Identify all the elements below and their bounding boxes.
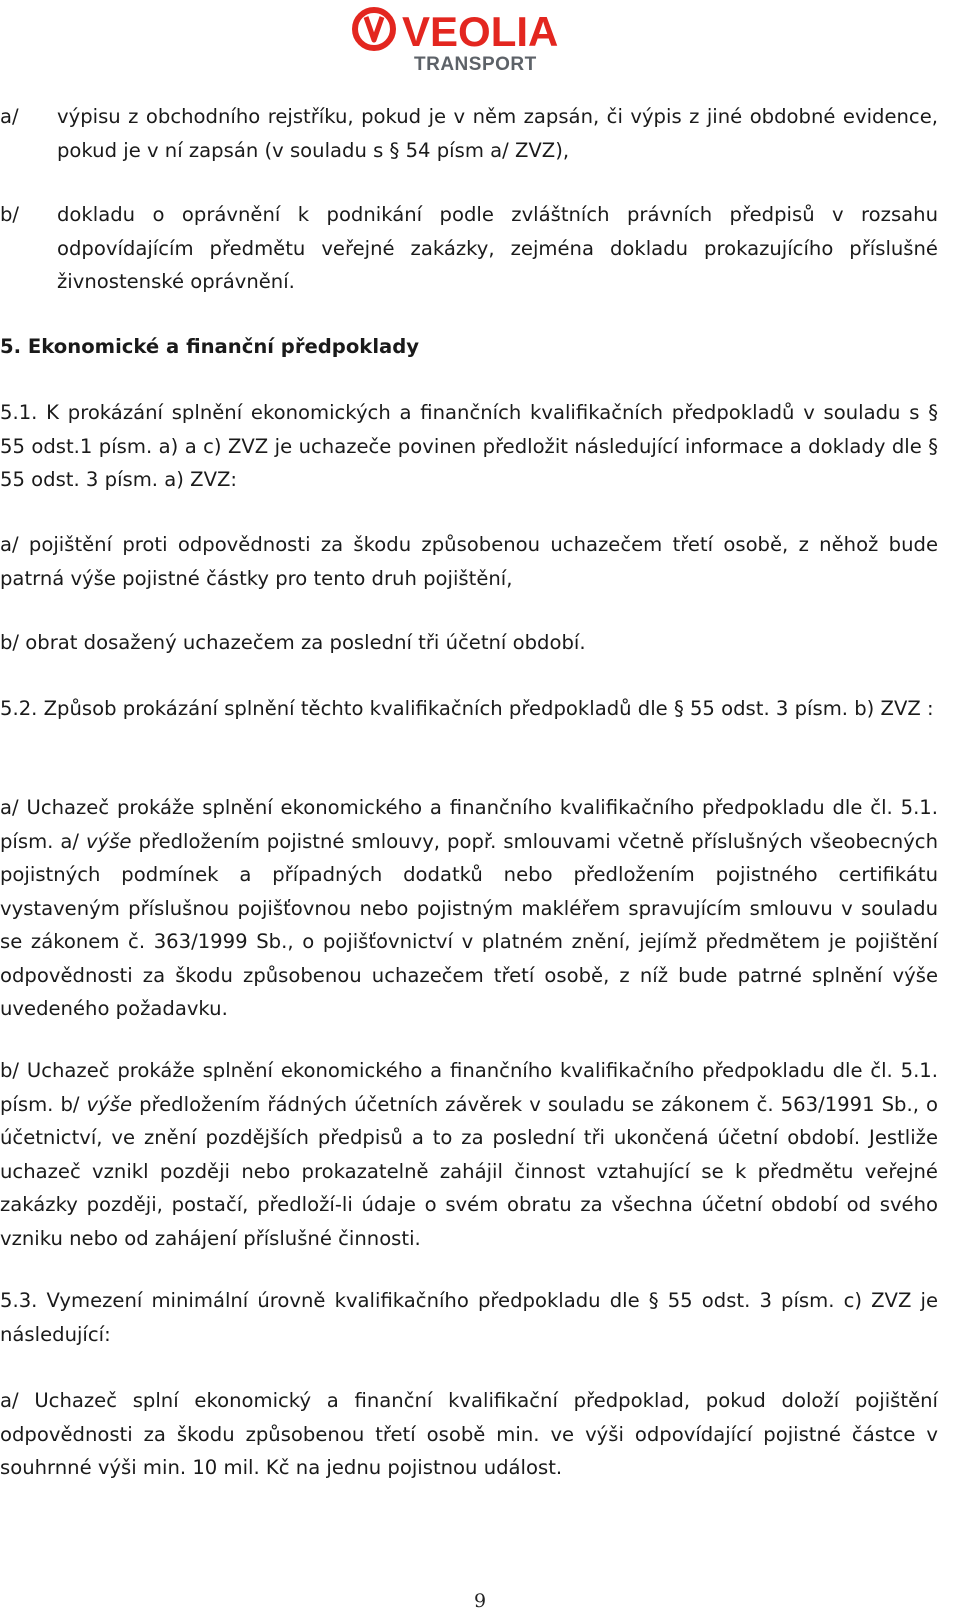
page-number: 9 (473, 1590, 487, 1612)
paragraph-5-1-a: a/ pojištění proti odpovědnosti za škodu způsobenou uchazečem třetí osobě, z něhož bude patrná výše pojistné částky pro tento druh pojištění, (0, 533, 938, 590)
paragraph-text: b/ Uchazeč prokáže splnění ekonomického a finančního kvalifikačního předpokladu dle čl. 5.1. písm. b/ (0, 1059, 938, 1116)
logo-sub-text: TRANSPORT (414, 54, 537, 75)
paragraph-5-1-b: b/ obrat dosažený uchazečem za poslední tři účetní období. (0, 631, 586, 654)
paragraph-5-2-b (0, 1054, 938, 1255)
list-item-label: b/ (0, 203, 20, 226)
logo-brand-text: VEOLIA (402, 8, 559, 55)
veolia-transport-logo (352, 2, 600, 76)
list-item-label: a/ (0, 105, 19, 128)
veolia-logo-mark (352, 2, 600, 76)
list-item-a (0, 100, 938, 167)
list-item-text: dokladu o oprávnění k podnikání podle zvláštních právních předpisů v rozsahu odpovídajícím předmětu veřejné zakázky, zejména dokladu prokazujícího příslušné živnostenské oprávnění. (57, 203, 938, 293)
list-item-b (0, 198, 938, 299)
emphasis-text: výše (86, 1092, 133, 1116)
paragraph-5-2-a (0, 791, 938, 1026)
section-heading: 5. Ekonomické a finanční předpoklady (0, 335, 420, 358)
emphasis-text: výše (86, 829, 132, 853)
paragraph-text: předložením řádných účetních závěrek v souladu se zákonem č. 563/1991 Sb., o účetnictví, ve znění pozdějších předpisů a to za poslední tři ukončená účetní období. Jestliže uchazeč vznikl později nebo prokazatelně zahájil činnost vztahující se k předmětu veřejné zakázky později, postačí, předloží-li údaje o svém obratu za všechna účetní období od svého vzniku nebo od zahájení příslušné činnosti. (0, 1092, 938, 1250)
paragraph-5-2: 5.2. Způsob prokázání splnění těchto kvalifikačních předpokladů dle § 55 odst. 3 písm. b) ZVZ : (0, 697, 934, 720)
paragraph-5-1: 5.1. K prokázání splnění ekonomických a finančních kvalifikačních předpokladů v souladu s § 55 odst.1 písm. a) a c) ZVZ je uchazeče povinen předložit následující informace a doklady dle § 55 odst. 3 písm. a) ZVZ: (0, 401, 938, 491)
list-item-text: výpisu z obchodního rejstříku, pokud je v něm zapsán, či výpis z jiné obdobné evidence, pokud je v ní zapsán (v souladu s § 54 písm a/ ZVZ), (57, 105, 938, 162)
paragraph-text: a/ Uchazeč prokáže splnění ekonomického a finančního kvalifikačního předpokladu dle čl. 5.1. písm. a/ (0, 796, 938, 853)
paragraph-5-3-a: a/ Uchazeč splní ekonomický a finanční kvalifikační předpoklad, pokud doloží pojištění odpovědnosti za škodu způsobenou třetí osobě min. ve výši odpovídající pojistné částce v souhrnné výši min. 10 mil. Kč na jednu pojistnou událost. (0, 1389, 938, 1479)
paragraph-5-3: 5.3. Vymezení minimální úrovně kvalifikačního předpokladu dle § 55 odst. 3 písm. c) ZVZ je následující: (0, 1289, 938, 1346)
paragraph-text: předložením pojistné smlouvy, popř. smlouvami včetně příslušných všeobecných pojistných podmínek a případných dodatků nebo předložením pojistného certifikátu vystaveným příslušnou pojišťovnou nebo pojistným makléřem spravujícím smlouvu v souladu se zákonem č. 363/1999 Sb., o pojišťovnictví v platném znění, jejímž předmětem je pojištění odpovědnosti za škodu způsobenou uchazečem třetí osobě, z níž bude patrné splnění výše uvedeného požadavku. (0, 829, 938, 1020)
